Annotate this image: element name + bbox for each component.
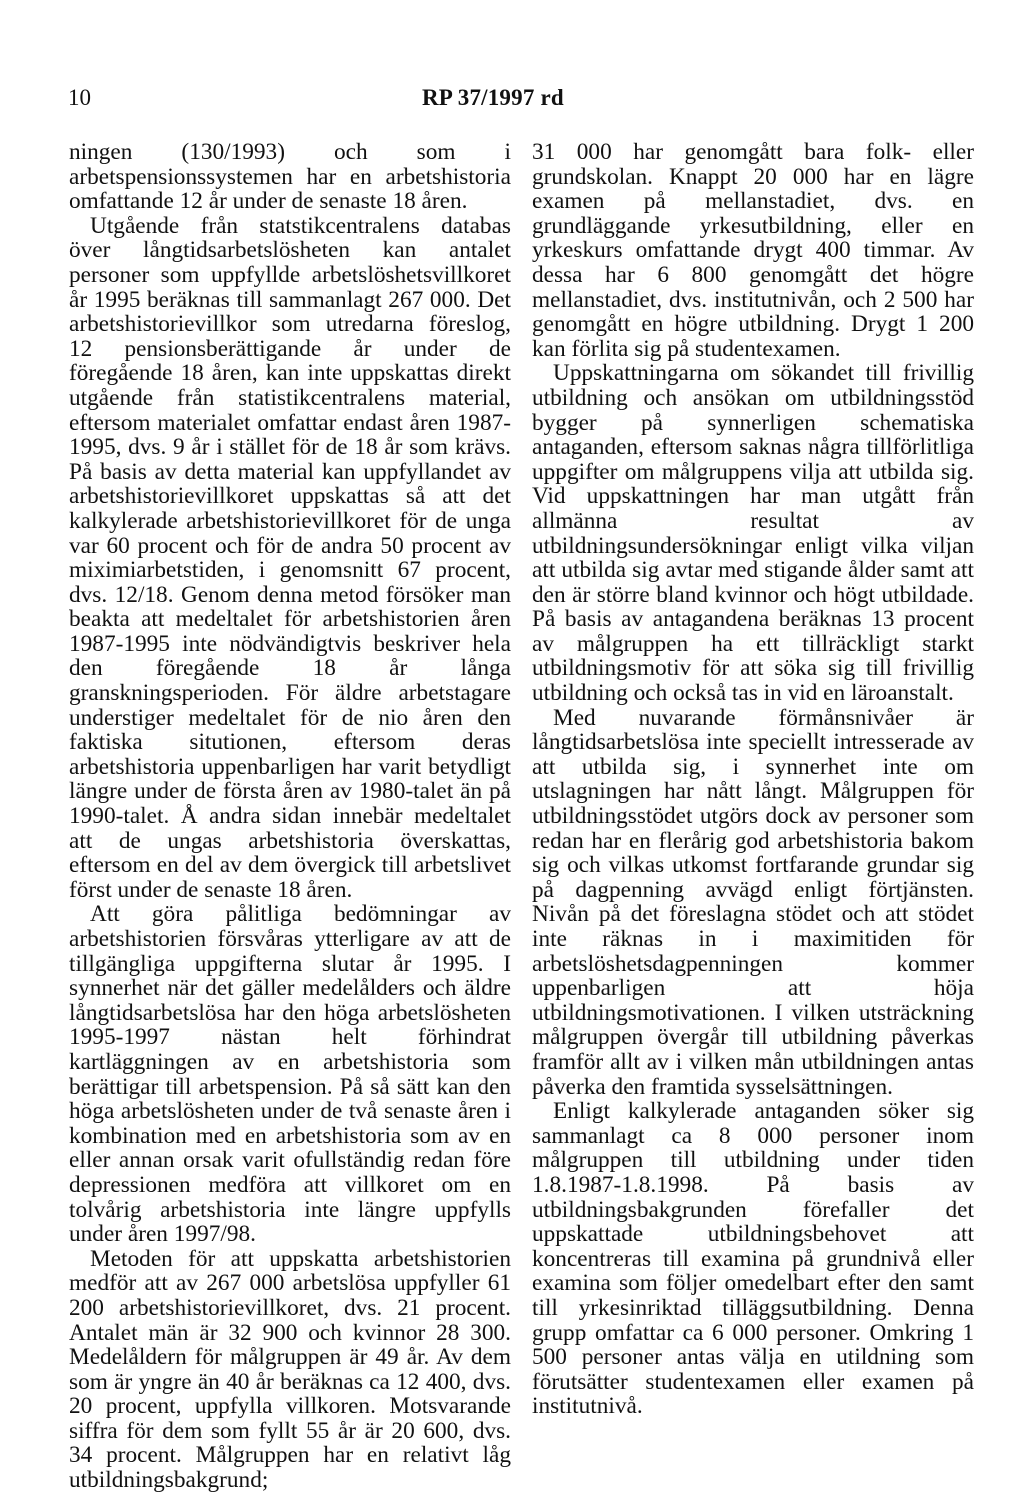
paragraph: Metoden för att uppskatta arbetshistorien medför att av 267 000 arbetslösa uppfyller 61 200 arbetshistorievillkoret, dvs. 21 procent. Antalet män är 32 900 och kvinnor 28 300. Medelåldern för målgruppen är 49 år. Av dem som är yngre än 40 år beräknas ca 12 400, dvs. 20 procent, uppfylla villkoren. Motsvarande siffra för dem som fyllt 55 år är 20 600, dvs. 34 procent. Målgruppen har en relativt låg utbildningsbakgrund;	[69, 1245, 511, 1493]
paragraph: ningen (130/1993) och som i arbetspensionssystemen har en arbetshistoria omfattande 12 år under de senaste 18 åren.	[69, 139, 511, 215]
paragraph: Att göra pålitliga bedömningar av arbetshistorien försvåras ytterligare av att de tillgängliga uppgifterna slutar år 1995. I synnerhet när det gäller medelålders och äldre långtidsarbetslösa har den höga arbetslösheten 1995-1997 nästan helt förhindrat kartläggningen av en arbetshistoria som berättigar till arbetspension. På så sätt kan den höga arbetslösheten under de två senaste åren i kombination med en arbetshistoria som av en eller annan orsak varit ofullständig redan före depressionen medföra att villkoret om en tolvårig arbetshistoria inte längre uppfylls under åren 1997/98.	[69, 901, 511, 1248]
paragraph: Utgående från statstikcentralens databas över långtidsarbetslösheten kan antalet personer som uppfyllde arbetslöshetsvillkoret år 1995 beräknas till sammanlagt 267 000. Det arbetshistorievillkor som utredarna föreslog, 12 pensionsberättigande år under de föregående 18 åren, kan inte uppskattas direkt utgående från statistikcentralens material, eftersom materialet omfattar endast åren 1987-1995, dvs. 9 år i stället för de 18 år som krävs. På basis av detta material kan uppfyllandet av arbetshistorievillkoret uppskattas så att det kalkylerade arbetshistorievillkoret för de unga var 60 procent och för de andra 50 procent av miximiarbetstiden, i genomsnitt 67 procent, dvs. 12/18. Genom denna metod försöker man beakta att medeltalet för arbetshistorien åren 1987-1995 inte nödvändigtvis beskriver hela den föregående 18 år långa granskningsperioden. För äldre arbetstagare understiger medeltalet för de nio åren den faktiska situtionen, eftersom deras arbetshistoria uppenbarligen har varit betydligt längre under de första åren av 1980-talet än på 1990-talet. Å andra sidan innebär medeltalet att de ungas arbetshistoria överskattas, eftersom en del av dem övergick till arbetslivet först under de senaste 18 åren.	[69, 212, 511, 903]
document-reference: RP 37/1997 rd	[422, 85, 564, 110]
left-column	[69, 140, 511, 1493]
page-number: 10	[68, 85, 91, 110]
paragraph: Enligt kalkylerade antaganden söker sig sammanlagt ca 8 000 personer inom målgruppen till utbildning under tiden 1.8.1987-1.8.1998. På basis av utbildningsbakgrunden förefaller det uppskattade utbildningsbehovet att koncentreras till examina på grundnivå eller examina som följer omedelbart efter den samt till yrkesinriktad tilläggsutbildning. Denna grupp omfattar ca 6 000 personer. Omkring 1 500 personer antas välja en utildning som förutsätter studentexamen eller examen på institutnivå.	[532, 1098, 974, 1420]
paragraph: Med nuvarande förmånsnivåer är långtidsarbetslösa inte speciellt intresserade av att utbilda sig, i synnerhet inte om utslagningen har nått långt. Målgruppen för utbildningsstödet utgörs dock av personer som redan har en flerårig god arbetshistoria bakom sig och vilkas utkomst fortfarande grundar sig på dagpenning avvägd enligt förtjänsten. Nivån på det föreslagna stödet och att stödet inte räknas in i maximitiden för arbetslöshetsdagpenningen kommer uppenbarligen att höja utbildningsmotivationen. I vilken utsträckning målgruppen övergår till utbildning påverkas framför allt av i vilken mån utbildningen antas påverka den framtida sysselsättningen.	[532, 704, 974, 1100]
paragraph: 31 000 har genomgått bara folk- eller grundskolan. Knappt 20 000 har en lägre examen på mellanstadiet, dvs. en grundläggande yrkesutbildning, eller en yrkeskurs omfattande drygt 400 timmar. Av dessa har 6 800 genomgått det högre mellanstadiet, dvs. institutnivån, och 2 500 har genomgått en högre utbildning. Drygt 1 200 kan förlita sig på studentexamen.	[532, 139, 974, 362]
paragraph: Uppskattningarna om sökandet till frivillig utbildning och ansökan om utbildningsstöd bygger på synnerligen schematiska antaganden, eftersom saknas några tillförlitliga uppgifter om målgruppens vilja att utbilda sig. Vid uppskattningen har man utgått från allmänna resultat av utbildningsundersökningar enligt vilka viljan att utbilda sig avtar med stigande ålder samt att den är större bland kvinnor och högt utbildade. På basis av antagandena beräknas 13 procent av målgruppen ha ett tillräckligt starkt utbildningsmotiv för att söka sig till frivillig utbildning och också tas in vid en läroanstalt.	[532, 360, 974, 707]
right-column	[532, 140, 974, 1419]
